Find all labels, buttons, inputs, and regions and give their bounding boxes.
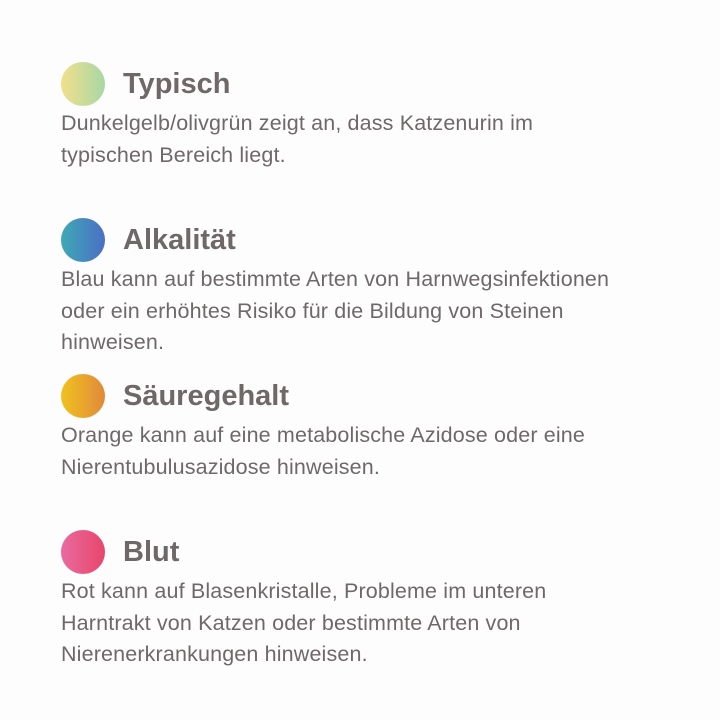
description-line: typischen Bereich liegt.	[61, 142, 286, 167]
legend-item-typical	[61, 62, 701, 171]
legend-item-title: Alkalität	[123, 224, 236, 256]
description-line: Nierenerkrankungen hinweisen.	[61, 642, 368, 666]
color-dot-icon	[61, 218, 105, 262]
legend-item-header	[61, 530, 701, 574]
legend-item-blood	[61, 530, 701, 671]
legend-item-description	[61, 420, 701, 483]
color-dot-icon	[61, 374, 105, 418]
description-line: Dunkelgelb/olivgrün zeigt an, dass Katzenurin im	[61, 111, 534, 135]
description-line: oder ein erhöhtes Risiko für die Bildung von Steinen	[61, 298, 564, 323]
legend-item-header	[61, 374, 701, 418]
legend-item-title: Säuregehalt	[123, 380, 289, 412]
description-line: Orange kann auf eine metabolische Azidose oder eine	[61, 423, 585, 447]
description-line: hinweisen.	[61, 330, 165, 354]
legend-item-description	[61, 576, 701, 671]
description-line: Rot kann auf Blasenkristalle, Probleme im unteren	[61, 579, 547, 603]
legend-item-description	[61, 264, 701, 359]
legend-item-acidity	[61, 374, 701, 483]
legend-item-description	[61, 108, 701, 171]
description-line: Blau kann auf bestimmte Arten von Harnwegsinfektionen	[61, 267, 610, 291]
color-dot-icon	[61, 530, 105, 574]
description-line: Nierentubulusazidose hinweisen.	[61, 454, 380, 479]
description-line: Harntrakt von Katzen oder bestimmte Arten von	[61, 610, 521, 635]
legend-item-title: Typisch	[123, 68, 231, 100]
color-dot-icon	[61, 62, 105, 106]
legend-item-header	[61, 218, 701, 262]
legend-item-alkalinity	[61, 218, 701, 359]
legend-item-title: Blut	[123, 536, 180, 568]
legend-item-header	[61, 62, 701, 106]
